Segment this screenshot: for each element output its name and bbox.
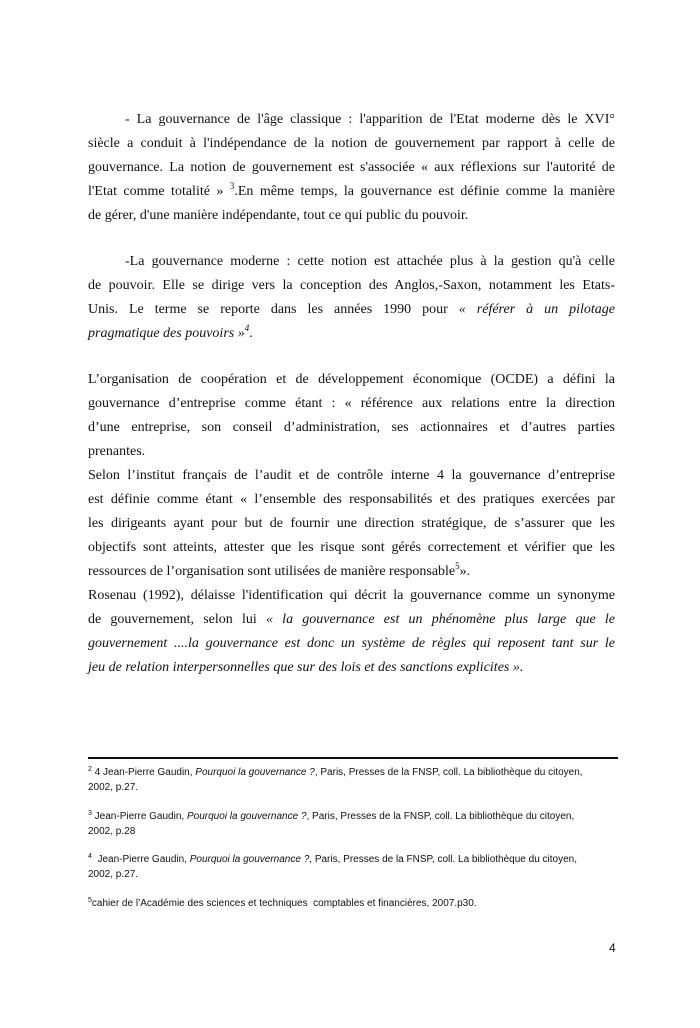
text-line: Rosenau (1992), délaisse l'identification qui décrit la gouvernance comme un synonyme (88, 588, 615, 603)
footnote (88, 896, 477, 911)
text-segment: ressources de l’organisation sont utilisées de manière responsable (88, 564, 456, 579)
text-line: objectifs sont atteints, attester que les risque sont gérés correctement et vérifier que les (88, 540, 615, 555)
footnote (88, 765, 583, 795)
text-line: -La gouvernance moderne : cette notion est attachée plus à la gestion qu'à celle (125, 254, 615, 269)
book-title: Pourquoi la gouvernance ? (195, 767, 315, 778)
text-line: de pouvoir. Elle se dirige vers la conception des Anglos,-Saxon, notamment les Etats- (88, 278, 615, 293)
footnote-text: 4 Jean-Pierre Gaudin, (91, 767, 196, 778)
footnote (88, 852, 577, 882)
text-line: prenantes. (88, 444, 146, 459)
text-line: les dirigeants ayant pour but de fournir une direction stratégique, de s’assurer que les (88, 516, 615, 531)
footnote-text: Jean-Pierre Gaudin, (91, 854, 190, 865)
footnote-text: 2002, p.28 (88, 826, 136, 837)
text-line (88, 300, 615, 320)
footnote-number: 4 (88, 853, 92, 860)
footnote-ref: 3 (229, 181, 235, 191)
text-segment: .En même temps, la gouvernance est définie comme la manière (234, 184, 616, 199)
text-segment: de gouvernement, selon lui (88, 612, 257, 627)
quote: « la gouvernance est un phénomène plus large que le (265, 612, 616, 627)
page-number: 4 (609, 941, 616, 955)
text-line: L’organisation de coopération et de développement économique (OCDE) a défini la (88, 372, 615, 387)
book-title: Pourquoi la gouvernance ? (186, 811, 307, 822)
footnote-text: , Paris, Presses de la FNSP, coll. La bibliothèque du citoyen, (309, 854, 578, 865)
quote: jeu de relation interpersonnelles que sur des lois et des sanctions explicites ». (88, 660, 524, 675)
book-title: Pourquoi la gouvernance ? (189, 854, 310, 865)
text-line: gouvernance d’entreprise comme étant : « référence aux relations entre la direction (88, 396, 615, 411)
footnote-text: , Paris, Presses de la FNSP, coll. La bibliothèque du citoyen, (306, 811, 575, 822)
text-line (88, 562, 615, 582)
text-line: - La gouvernance de l'âge classique : l'apparition de l'Etat moderne dès le XVI° (125, 112, 615, 127)
text-segment: . (249, 326, 253, 341)
quote: « référer à un pilotage (458, 302, 616, 317)
text-line: de gérer, d'une manière indépendante, tout ce qui public du pouvoir. (88, 208, 469, 223)
text-line (88, 610, 615, 630)
text-line (88, 182, 615, 202)
footnote-text: cahier de l’Académie des sciences et techniques comptables et financières, 2007.p30. (91, 898, 477, 909)
footnote-text: , Paris, Presses de la FNSP, coll. La bibliothèque du citoyen, (314, 767, 583, 778)
footnote-number: 3 (88, 810, 92, 817)
footnote-text: Jean-Pierre Gaudin, (91, 811, 187, 822)
text-segment: Unis. Le terme se reporte dans les années 1990 pour (88, 302, 448, 317)
footnote-text: 2002, p.27. (88, 869, 139, 880)
footnote-text: 2002, p.27. (88, 782, 139, 793)
text-segment: l'Etat comme totalité » (88, 184, 224, 199)
text-line: Selon l’institut français de l’audit et de contrôle interne 4 la gouvernance d’entreprise (88, 468, 615, 483)
footnote-separator (88, 757, 618, 759)
footnote-ref: 4 (244, 323, 250, 333)
text-segment: ». (459, 564, 471, 579)
text-line: est définie comme étant « l’ensemble des responsabilités et des pratiques exercées par (88, 492, 615, 507)
text-line: siècle a conduit à l'indépendance de la notion de gouvernement par rapport à celle de (88, 136, 615, 151)
text-line (88, 658, 615, 678)
footnote-number: 2 (88, 766, 92, 773)
footnote-ref: 5 (455, 561, 460, 571)
text-line: gouvernance. La notion de gouvernement est s'associée « aux réflexions sur l'autorité de (88, 160, 615, 175)
text-line: d’une entreprise, son conseil d’administration, ses actionnaires et d’autres parties (88, 420, 615, 435)
text-line (88, 634, 615, 654)
text-line (88, 324, 615, 344)
footnote-number: 5 (88, 897, 92, 904)
footnote (88, 809, 574, 839)
quote: pragmatique des pouvoirs » (88, 326, 245, 341)
quote: gouvernement ....la gouvernance est donc un système de règles qui reposent tant sur le (88, 636, 615, 651)
